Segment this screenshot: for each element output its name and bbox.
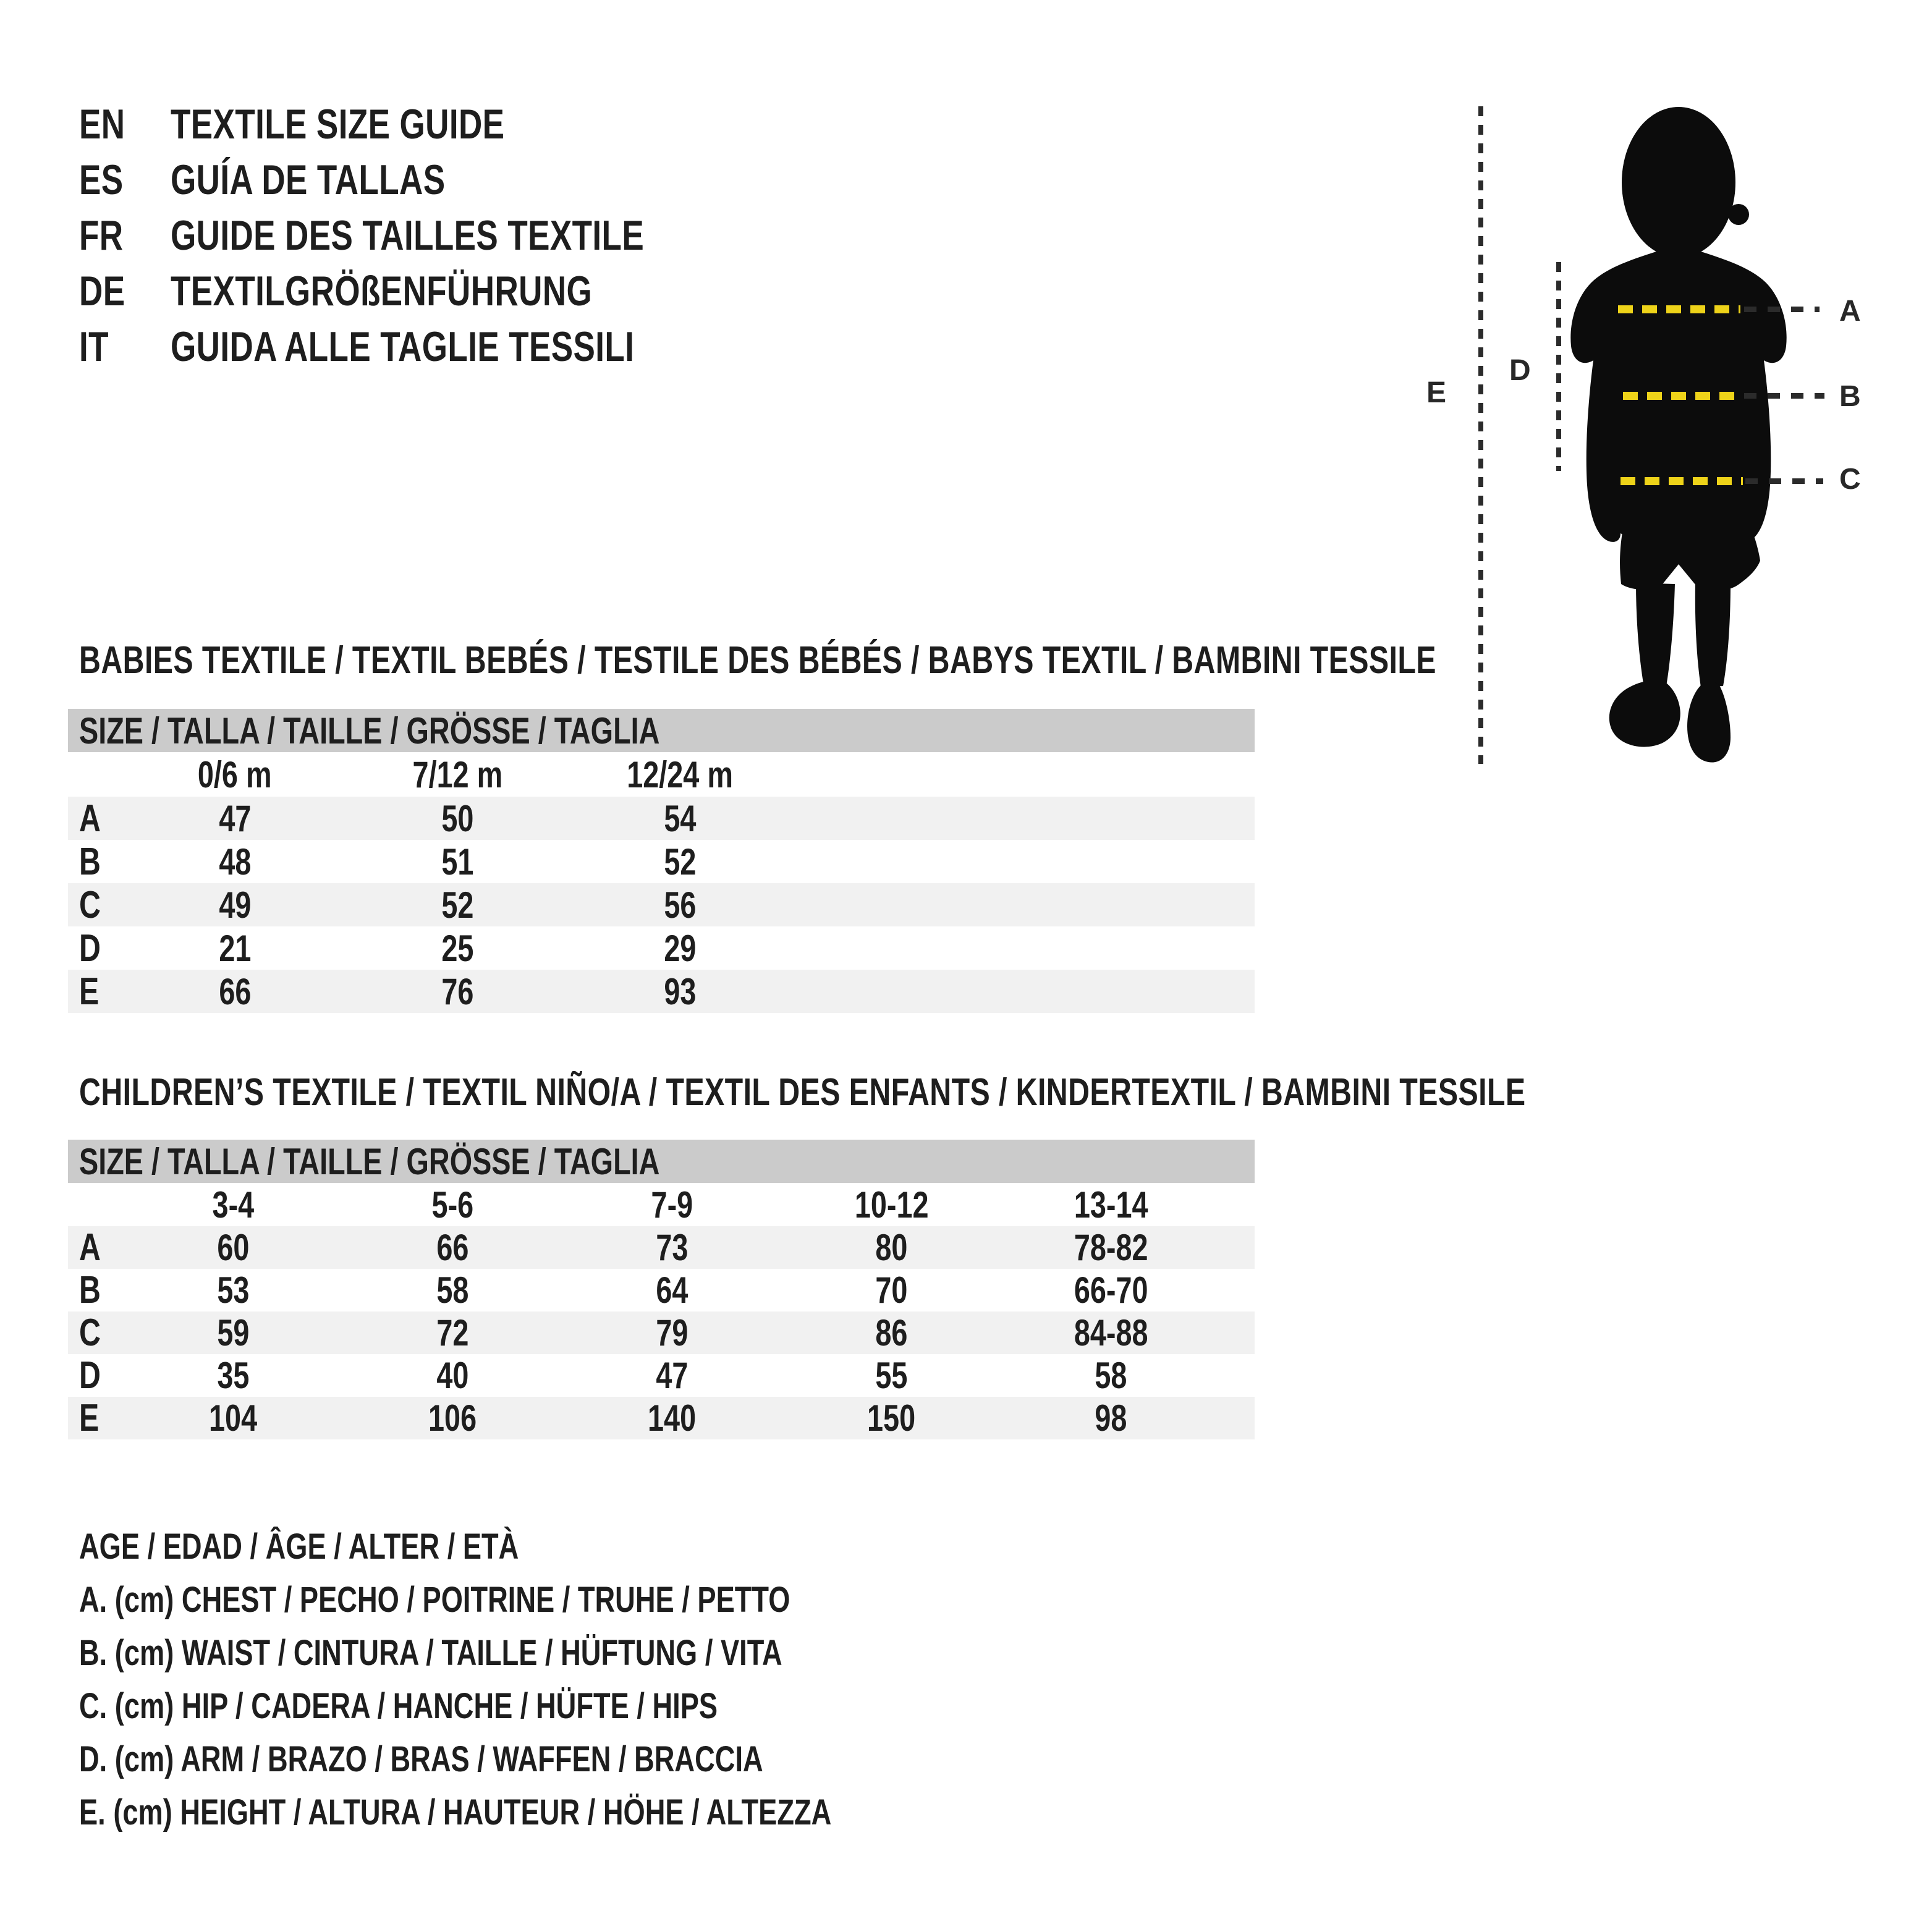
table-cell: 66 [436,1227,469,1268]
waist-measure-line-dark [1744,393,1824,399]
child-silhouette-image [1564,102,1799,766]
language-row [79,263,777,319]
measure-label-c: C [1839,463,1861,496]
table-row [68,883,1255,926]
legend-row [79,1679,1044,1732]
table-cell: 52 [441,884,474,926]
table-cell: 93 [663,970,697,1012]
measure-label-b: B [1839,380,1861,413]
table-cell: 106 [428,1397,477,1439]
table-cell: 58 [1095,1355,1127,1396]
table-cell: 104 [209,1397,258,1439]
legend-row [79,1786,1044,1839]
table-row [68,797,1255,840]
table-header-row [68,1183,1255,1226]
children-size-header-bar [68,1140,1255,1183]
table-row [68,1311,1255,1354]
row-label: A [79,1226,101,1269]
legend-row [79,1520,1044,1573]
row-label: B [79,1269,101,1311]
column-header: 5-6 [431,1184,474,1226]
row-label: C [79,1311,101,1354]
table-cell: 140 [648,1397,697,1439]
language-row [79,208,777,263]
column-header: 13-14 [1074,1184,1148,1226]
hip-measure-line-yellow [1621,477,1743,485]
table-cell: 59 [217,1312,250,1354]
column-header: 12/24 m [627,753,733,795]
legend-row [79,1573,1044,1626]
column-header: 7-9 [651,1184,693,1226]
table-cell: 48 [218,841,252,883]
column-header: 0/6 m [198,753,272,795]
table-cell: 79 [656,1312,688,1354]
guide-title: GUÍA DE TALLAS [171,156,446,203]
table-row [68,1354,1255,1397]
row-label: A [79,797,101,840]
legend-item-hip: C. (cm) HIP / CADERA / HANCHE / HÜFTE / HIPS [79,1685,718,1726]
guide-title: GUIDA ALLE TAGLIE TESSILI [171,323,635,370]
row-label: D [79,1354,101,1397]
legend-block [79,1520,1044,1839]
arm-measure-line-d [1556,262,1561,471]
language-code: EN [79,101,125,148]
table-cell: 52 [663,841,697,883]
legend-row [79,1732,1044,1786]
legend-item-chest: A. (cm) CHEST / PECHO / POITRINE / TRUHE / PETTO [79,1579,790,1620]
table-cell: 66-70 [1074,1269,1148,1311]
table-cell: 84-88 [1074,1312,1148,1354]
guide-title: TEXTILE SIZE GUIDE [171,101,505,148]
measure-label-d: D [1509,354,1531,387]
table-cell: 80 [875,1227,908,1268]
language-row [79,319,777,375]
guide-title: GUIDE DES TAILLES TEXTILE [171,212,645,259]
legend-item-arm: D. (cm) ARM / BRAZO / BRAS / WAFFEN / BRACCIA [79,1739,763,1779]
table-row [68,1397,1255,1439]
row-label: D [79,926,101,970]
table-cell: 53 [217,1269,250,1311]
table-cell: 25 [441,927,474,969]
legend-item-waist: B. (cm) WAIST / CINTURA / TAILLE / HÜFTUNG / VITA [79,1632,782,1673]
table-cell: 54 [663,797,697,839]
language-block [79,96,777,375]
legend-age: AGE / EDAD / ÂGE / ALTER / ETÀ [79,1526,519,1567]
table-cell: 86 [875,1312,908,1354]
guide-title: TEXTILGRÖßENFÜHRUNG [171,268,593,315]
table-row [68,1269,1255,1311]
row-label: B [79,840,101,883]
table-cell: 72 [436,1312,469,1354]
table-cell: 49 [218,884,252,926]
language-code: DE [79,268,125,315]
table-cell: 40 [436,1355,469,1396]
children-size-table [68,1183,1255,1439]
measure-label-a: A [1839,295,1861,328]
table-cell: 70 [875,1269,908,1311]
table-row [68,926,1255,970]
table-cell: 21 [218,927,252,969]
children-section-title: CHILDREN’S TEXTILE / TEXTIL NIÑO/A / TEXTIL DES ENFANTS / KINDERTEXTIL / BAMBINI TESSILE [79,1071,1526,1114]
column-header: 10-12 [854,1184,929,1226]
column-header: 3-4 [212,1184,255,1226]
column-header: 7/12 m [412,753,502,795]
language-code: ES [79,156,124,203]
chest-measure-line-dark [1744,307,1820,312]
table-cell: 56 [663,884,697,926]
row-label: C [79,883,101,926]
babies-size-header-bar [68,709,1255,752]
height-measure-line-e [1478,106,1483,764]
legend-item-height: E. (cm) HEIGHT / ALTURA / HAUTEUR / HÖHE / ALTEZZA [79,1792,832,1832]
table-cell: 29 [663,927,697,969]
table-cell: 60 [217,1227,250,1268]
table-cell: 66 [218,970,252,1012]
table-cell: 47 [218,797,252,839]
table-header-row [68,752,1255,797]
babies-size-table [68,752,1255,1013]
language-row [79,152,777,208]
table-cell: 58 [436,1269,469,1311]
row-label: E [79,1397,100,1439]
measure-label-e: E [1426,376,1447,409]
chest-measure-line-yellow [1618,305,1740,313]
babies-section-title: BABIES TEXTILE / TEXTIL BEBÉS / TESTILE DES BÉBÉS / BABYS TEXTIL / BAMBINI TESSILE [79,639,1436,682]
size-header-label: SIZE / TALLA / TAILLE / GRÖSSE / TAGLIA [79,1140,660,1182]
table-cell: 73 [656,1227,688,1268]
size-header-label: SIZE / TALLA / TAILLE / GRÖSSE / TAGLIA [79,710,660,752]
table-cell: 50 [441,797,474,839]
table-row [68,1226,1255,1269]
hip-measure-line-dark [1745,478,1823,484]
table-cell: 64 [656,1269,688,1311]
waist-measure-line-yellow [1623,392,1742,400]
row-label: E [79,970,100,1013]
table-cell: 35 [217,1355,250,1396]
table-cell: 150 [867,1397,916,1439]
table-row [68,840,1255,883]
table-cell: 98 [1095,1397,1127,1439]
language-code: IT [79,323,109,370]
table-cell: 51 [441,841,474,883]
table-cell: 47 [656,1355,688,1396]
table-cell: 76 [441,970,474,1012]
table-cell: 55 [875,1355,908,1396]
language-row [79,96,777,152]
language-code: FR [79,212,124,259]
table-row [68,970,1255,1013]
table-cell: 78-82 [1074,1227,1148,1268]
legend-row [79,1626,1044,1679]
